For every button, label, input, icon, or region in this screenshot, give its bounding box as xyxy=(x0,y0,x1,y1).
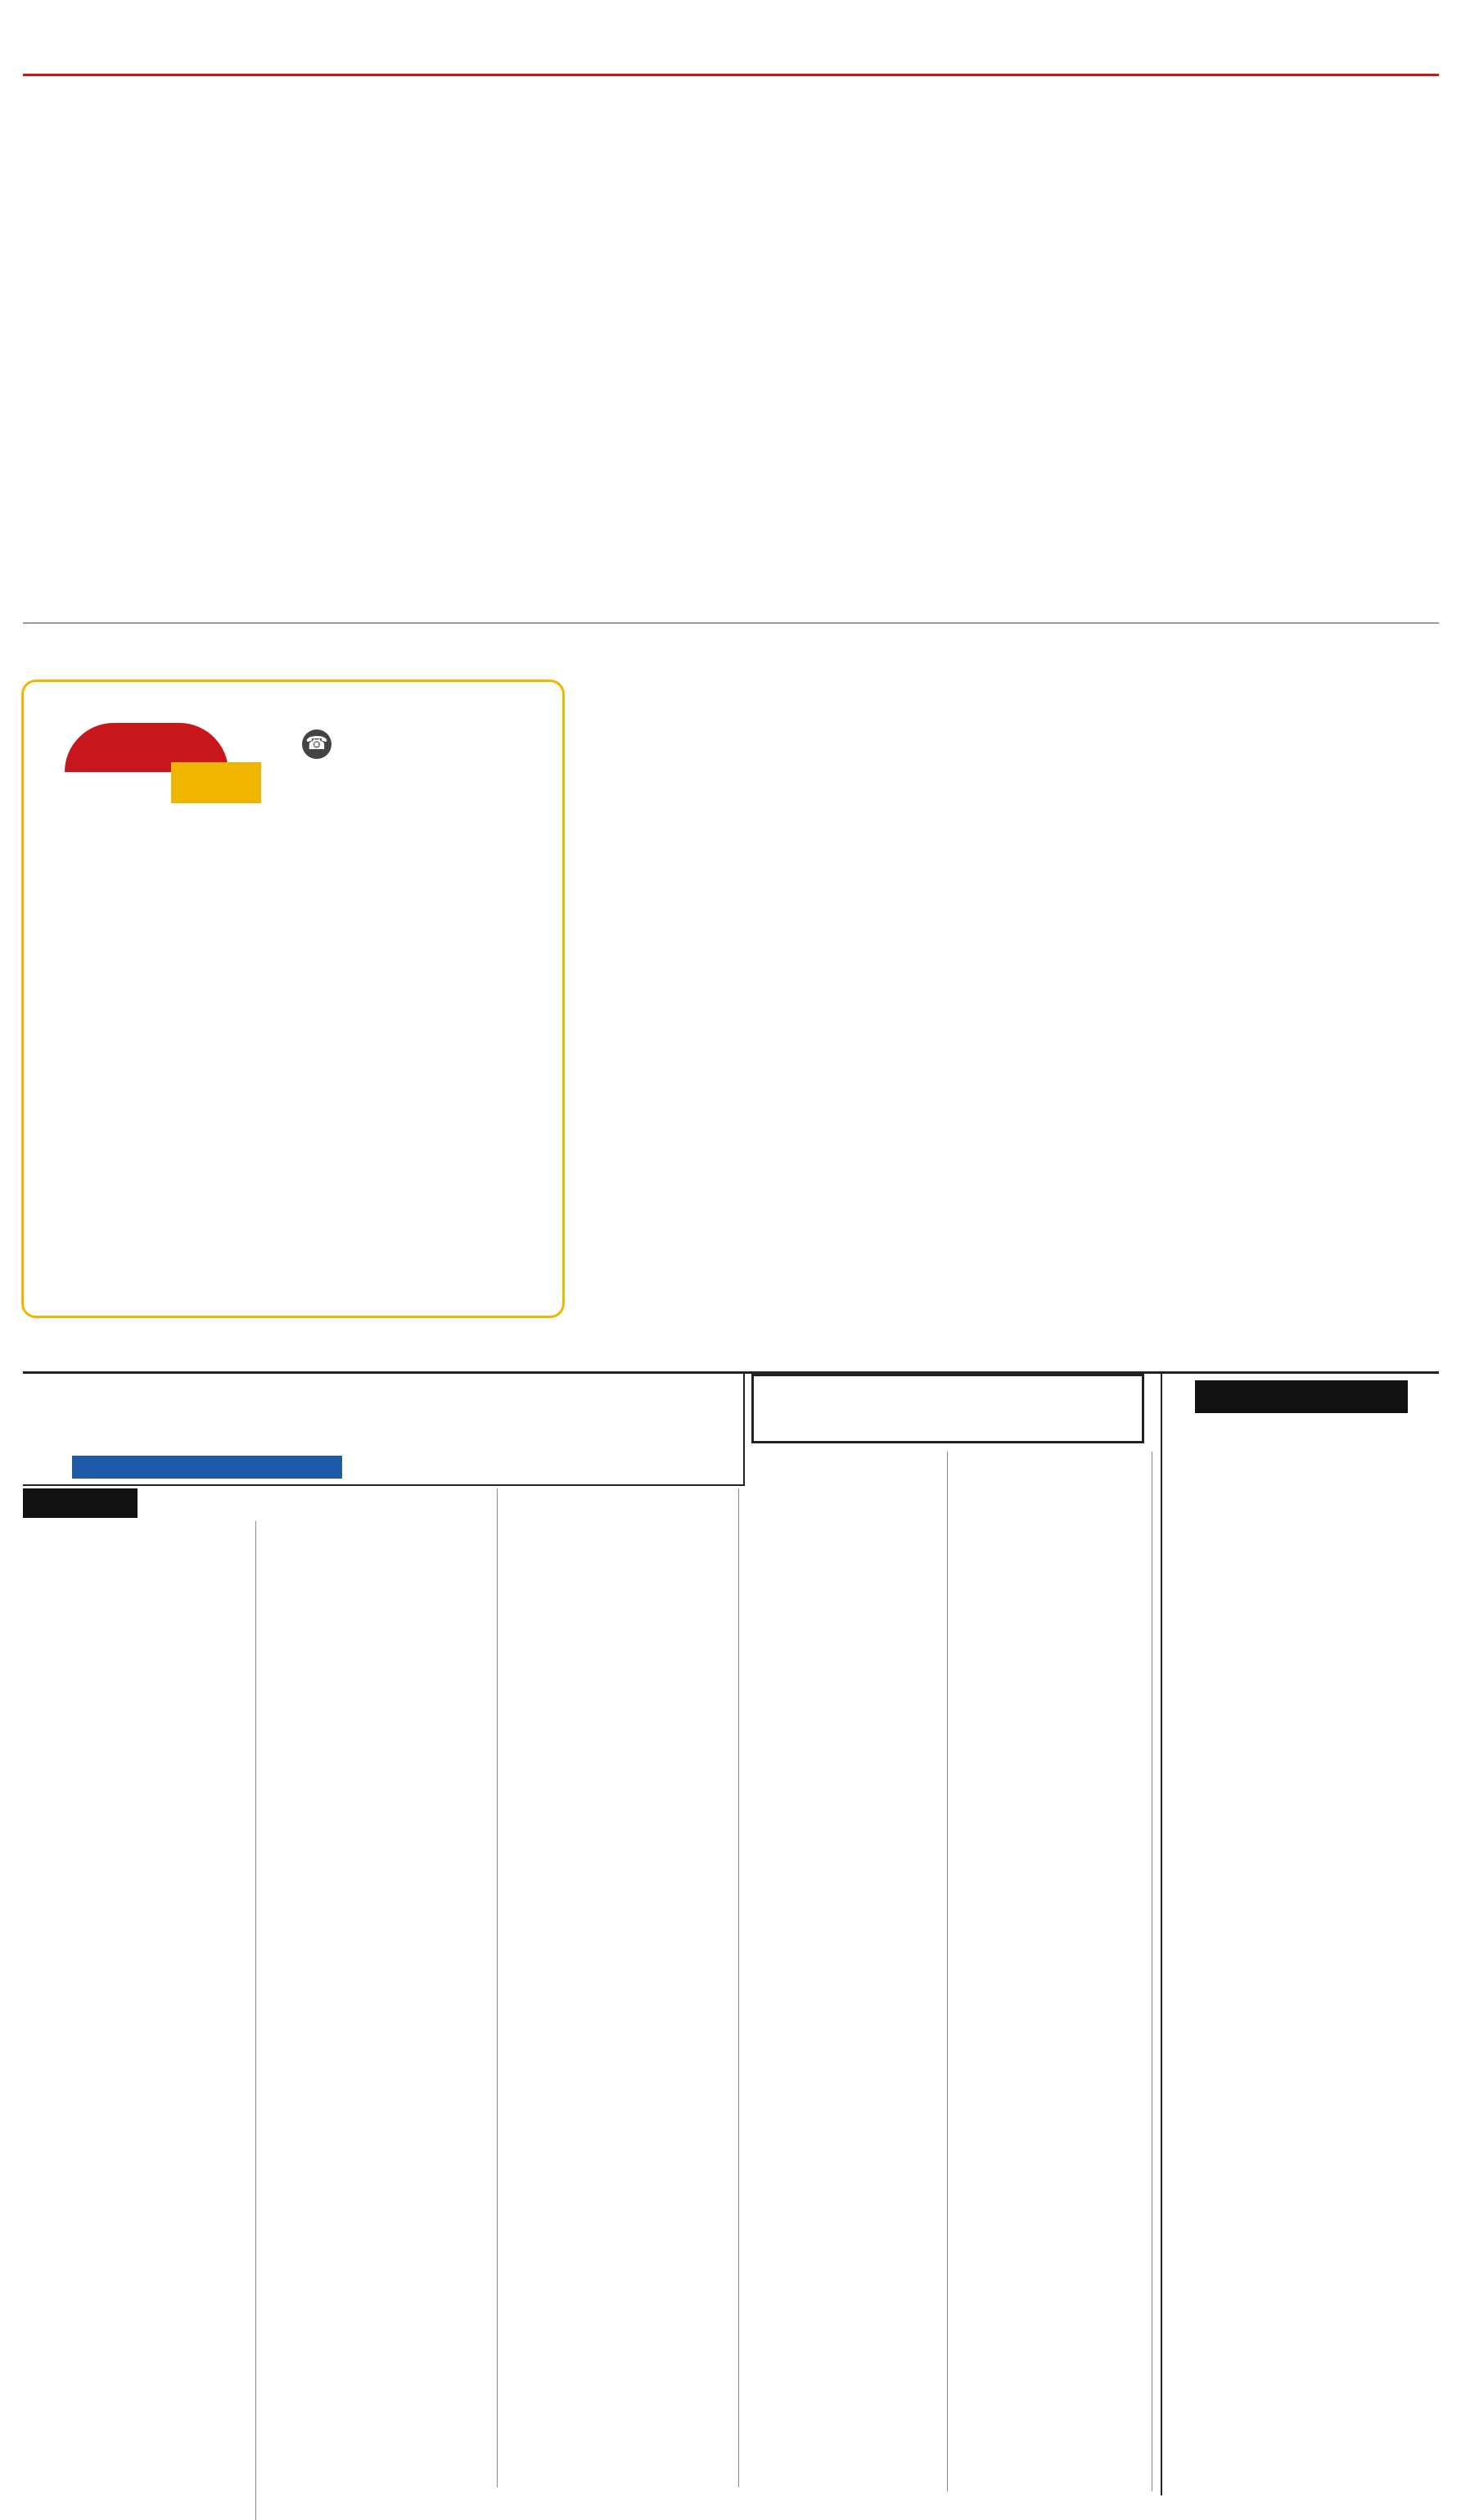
article-column xyxy=(1185,827,1441,1318)
article-column xyxy=(906,827,1161,1318)
article-column xyxy=(626,827,882,1318)
ad-header xyxy=(23,1374,745,1486)
business-column xyxy=(1161,1374,1441,2495)
safety-badge xyxy=(171,762,261,803)
article-column xyxy=(887,385,1151,622)
notice-column xyxy=(264,1488,498,2487)
masthead xyxy=(23,16,1439,76)
linyi-article xyxy=(626,827,1441,1318)
article-column xyxy=(1175,385,1439,622)
notice-column xyxy=(23,1521,256,2520)
notice-column xyxy=(751,1452,948,2491)
study-ad xyxy=(751,1374,1144,1443)
safety-column-box xyxy=(21,680,565,1318)
ad-banner xyxy=(72,1456,342,1479)
article-column xyxy=(23,385,286,622)
notice-column xyxy=(506,1488,739,2487)
lead-article xyxy=(23,385,1439,624)
safety-logo xyxy=(48,723,269,805)
notice-column xyxy=(956,1452,1152,2491)
business-tag xyxy=(1195,1380,1408,1413)
article-column xyxy=(599,385,863,622)
classified-ads xyxy=(23,1371,1439,2495)
notice-tag xyxy=(23,1488,138,1518)
phone-icon: ☎ xyxy=(302,729,331,759)
article-column xyxy=(311,385,575,622)
